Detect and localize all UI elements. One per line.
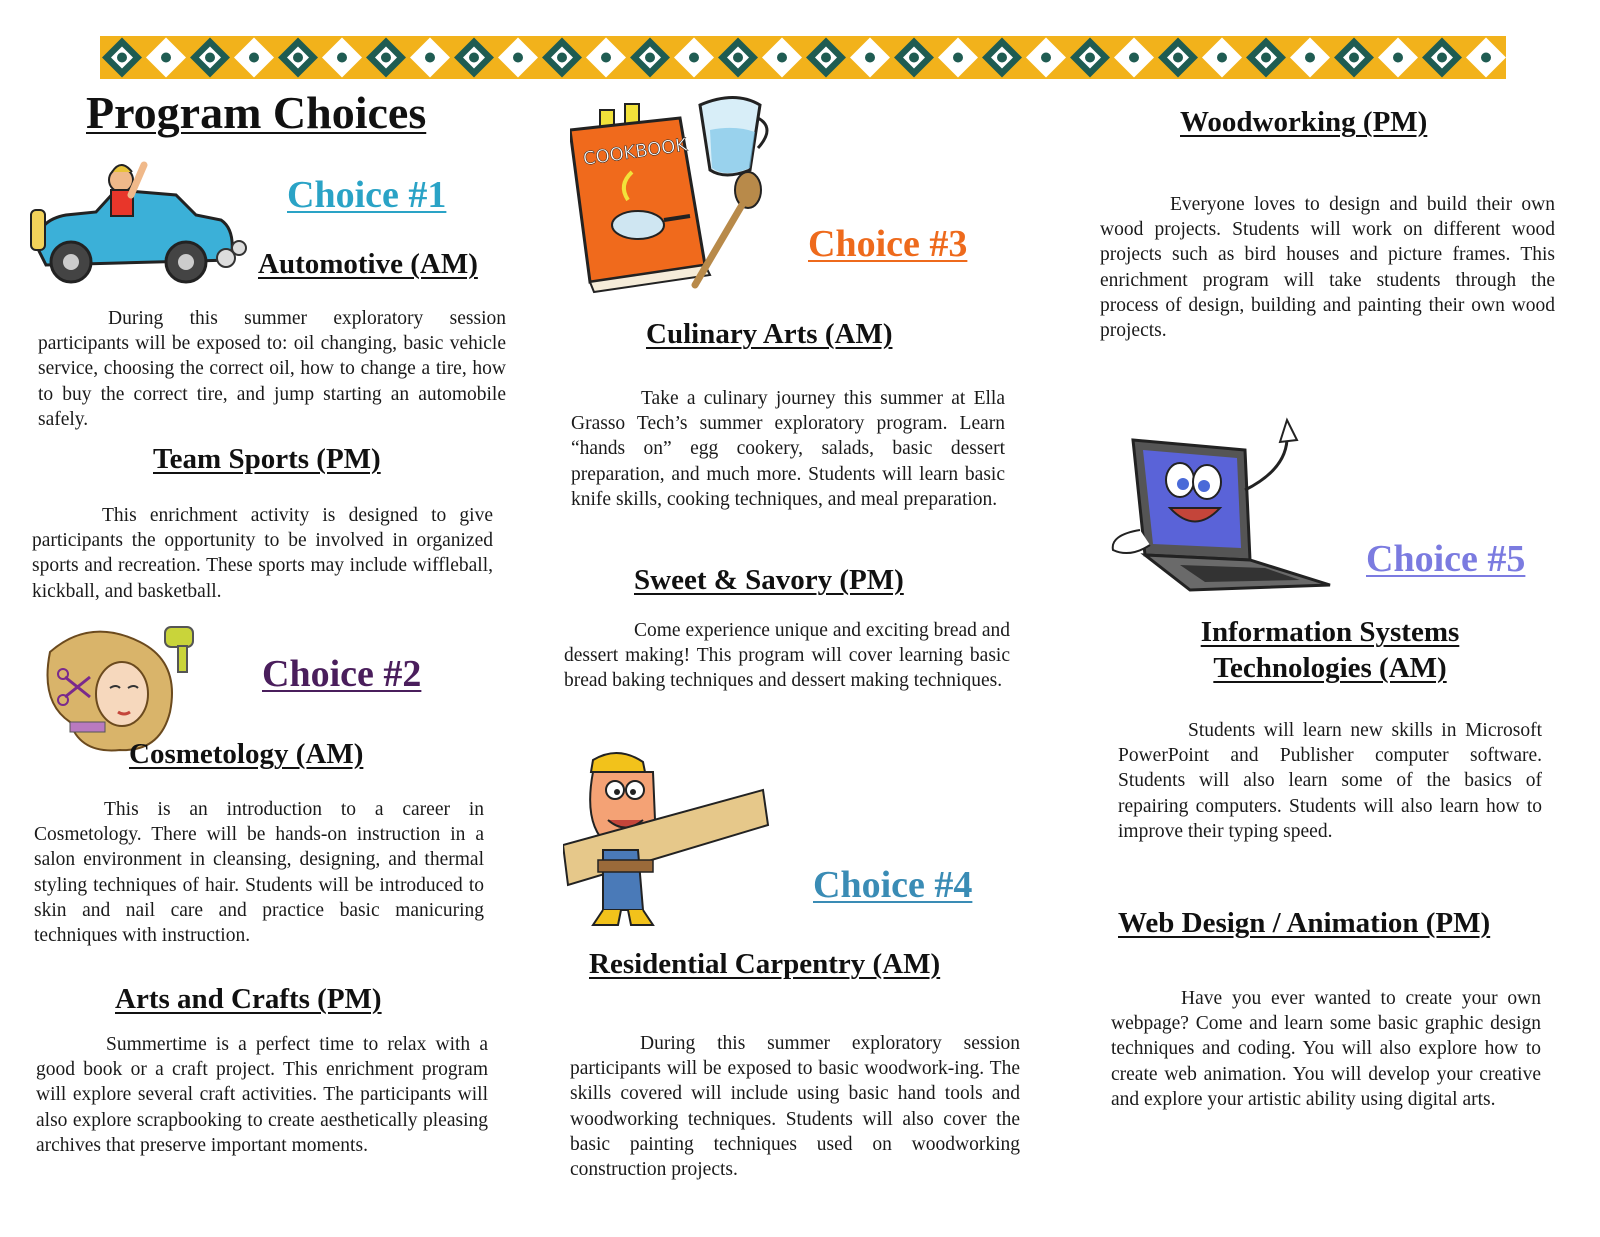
choice-5-label: Choice #5: [1366, 538, 1526, 580]
cookbook-icon: [570, 90, 780, 295]
info-systems-title-line2: Technologies (AM): [1213, 652, 1447, 684]
carpentry-description: During this summer exploratory session participants will be exposed to basic woodwork-ing. The skills covered will include using basic hand tools and woodworking techniques. Students will also cover the basic painting techniques used on woodworking construction projects.: [570, 1033, 1020, 1181]
automotive-title: Automotive (AM): [258, 248, 478, 280]
info-systems-description: Students will learn new skills in Microsoft PowerPoint and Publisher computer software. Students will also learn some of the basics of repairing computers. Students will also learn how to improve their typing speed.: [1118, 720, 1542, 842]
team-sports-description: This enrichment activity is designed to give participants the opportunity to be involved in organized sports and recreation. These sports may include wiffleball, kickball, and basketball.: [32, 505, 493, 602]
carpentry-title: Residential Carpentry (AM): [589, 948, 941, 980]
woodworking-title: Woodworking (PM): [1180, 106, 1428, 138]
cosmetology-description: This is an introduction to a career in Cosmetology. There will be hands-on instruction in a salon environment in cleansing, designing, and thermal styling techniques of hair. Students will be introduced to skin and nail care and practice basic manicuring techniques with instruction.: [34, 799, 484, 947]
cookbook-label: COOKBOOK: [581, 134, 689, 170]
woodworking-description: Everyone loves to design and build their own wood projects. Students will work on different wood projects such as bird houses and picture frames. This enrichment program will take students through the process of design, building and painting their own wood projects.: [1100, 194, 1555, 342]
sweet-savory-description: Come experience unique and exciting bread and dessert making! This program will cover learning basic bread baking techniques and dessert making techniques.: [564, 620, 1010, 692]
culinary-title: Culinary Arts (AM): [646, 318, 893, 350]
arts-crafts-description: Summertime is a perfect time to relax with a good book or a craft project. This enrichment program will explore several craft activities. The participants will also explore scrapbooking to create aesthetically pleasing archives that preserve important moments.: [36, 1034, 488, 1156]
cosmetology-title: Cosmetology (AM): [129, 738, 364, 770]
arts-crafts-title: Arts and Crafts (PM): [115, 983, 382, 1015]
choice-4-label: Choice #4: [813, 864, 973, 906]
culinary-description: Take a culinary journey this summer at Ella Grasso Tech’s summer exploratory program. Learn “hands on” egg cookery, salads, basic dessert preparation, and much more. Students will learn basic knife skills, cooking techniques, and meal preparation.: [571, 388, 1005, 510]
laptop-icon: [1105, 410, 1335, 605]
team-sports-title: Team Sports (PM): [153, 443, 381, 475]
decorative-banner: [100, 36, 1506, 79]
sweet-savory-title: Sweet & Savory (PM): [634, 564, 904, 596]
choice-2-label: Choice #2: [262, 653, 422, 695]
carpenter-icon: [563, 750, 773, 930]
car-icon: [26, 150, 256, 290]
web-design-title: Web Design / Animation (PM): [1118, 907, 1491, 939]
choice-1-label: Choice #1: [287, 174, 447, 216]
web-design-description: Have you ever wanted to create your own webpage? Come and learn some basic graphic design techniques and coding. You will also explore how to create web animation. You will develop your creative and explore your artistic ability using digital arts.: [1111, 988, 1541, 1110]
automotive-description: During this summer exploratory session participants will be exposed to: oil changing, basic vehicle service, choosing the correct oil, how to change a tire, how to buy the correct tire, and jump starting an automobile safely.: [38, 308, 506, 430]
choice-3-label: Choice #3: [808, 223, 968, 265]
page-title: Program Choices: [86, 87, 427, 138]
diamond-pattern-icon: [100, 36, 1506, 79]
hair-salon-icon: [30, 622, 200, 757]
info-systems-title-line1: Information Systems: [1200, 616, 1460, 648]
